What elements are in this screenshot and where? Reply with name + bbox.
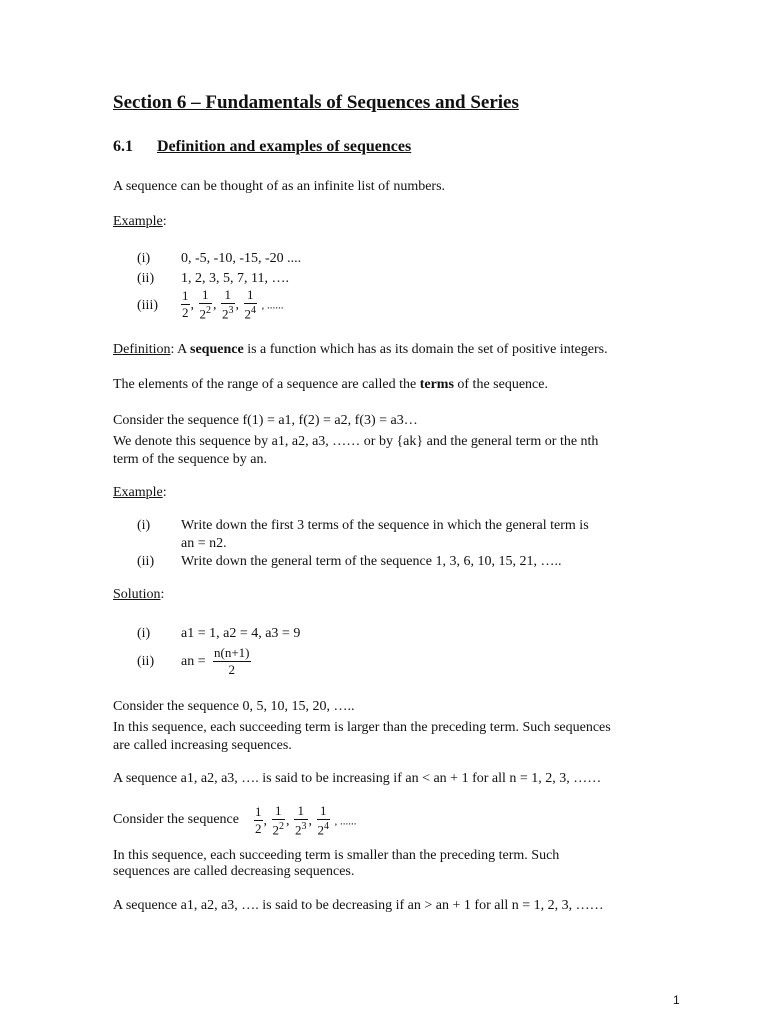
example2-heading: Example: bbox=[113, 485, 167, 500]
denote-line-2: term of the sequence by an. bbox=[113, 452, 267, 467]
definition-label: Definition bbox=[113, 342, 171, 357]
sol-num-2: (ii) bbox=[137, 654, 155, 669]
fraction: $\frac{1}{2^4}$ bbox=[317, 803, 329, 838]
increasing-definition: A sequence a1, a2, a3, …. is said to be increasing if an < an + 1 for all n = 1, 2, 3, …… bbox=[113, 771, 602, 786]
terms-sentence: The elements of the range of a sequence are called the terms of the sequence. bbox=[113, 377, 548, 392]
dec-fraction-list: $\frac{1}{2}$ , $\frac{1}{2^2}$ , $\frac{1}{2^3}$ , $\frac{1}{2^4}$ , ...... bbox=[255, 803, 357, 838]
fraction: $\frac{1}{2^3}$ bbox=[222, 287, 234, 322]
general-term-fraction bbox=[212, 646, 252, 678]
sol-text-2: an = bbox=[181, 654, 206, 669]
fraction: $\frac{1}{2^2}$ bbox=[272, 803, 284, 838]
increasing-consider: Consider the sequence 0, 5, 10, 15, 20, ….. bbox=[113, 699, 355, 714]
fraction: $\frac{1}{2^3}$ bbox=[295, 803, 307, 838]
ex2-text-1b: an = n2. bbox=[181, 536, 227, 551]
decreasing-consider: Consider the sequence bbox=[113, 812, 239, 827]
fraction: $\frac{1}{2}$ bbox=[182, 288, 189, 321]
solution-heading: Solution: bbox=[113, 587, 165, 602]
decreasing-definition: A sequence a1, a2, a3, …. is said to be decreasing if an > an + 1 for all n = 1, 2, 3, …… bbox=[113, 898, 604, 913]
fraction: $\frac{1}{2^2}$ bbox=[199, 287, 211, 322]
ex2-text-2: Write down the general term of the sequence 1, 3, 6, 10, 15, 21, ….. bbox=[181, 554, 562, 569]
fraction: $\frac{1}{2}$ bbox=[255, 804, 262, 837]
sol-text-1: a1 = 1, a2 = 4, a3 = 9 bbox=[181, 626, 301, 641]
dec-fraction-tail: , ...... bbox=[334, 815, 357, 828]
ex1-text-2: 1, 2, 3, 5, 7, 11, …. bbox=[181, 271, 289, 286]
intro-text: A sequence can be thought of as an infinite list of numbers. bbox=[113, 179, 446, 194]
example1-heading: Example: bbox=[113, 214, 167, 229]
page-title: Section 6 – Fundamentals of Sequences and Series bbox=[113, 92, 519, 113]
ex2-text-1: Write down the first 3 terms of the sequence in which the general term is bbox=[181, 518, 589, 533]
denote-line-1: We denote this sequence by a1, a2, a3, …… or by {ak} and the general term or the nth bbox=[113, 434, 599, 449]
section-number: 6.1 bbox=[113, 138, 133, 155]
ex1-fraction-tail: , ...... bbox=[261, 299, 284, 312]
ex1-num-2: (ii) bbox=[137, 271, 155, 286]
example2-label: Example bbox=[113, 485, 163, 500]
section-title: Definition and examples of sequences bbox=[157, 138, 412, 155]
fraction: $\frac{n(n+1)}{2}$ bbox=[214, 645, 250, 677]
ex2-num-2: (ii) bbox=[137, 554, 155, 569]
decreasing-para-2: sequences are called decreasing sequences. bbox=[113, 864, 355, 879]
definition: Definition: A sequence is a function which has as its domain the set of positive integers. bbox=[113, 342, 608, 357]
fraction: $\frac{1}{2^4}$ bbox=[244, 287, 256, 322]
ex1-num-3: (iii) bbox=[137, 298, 158, 313]
consider-function-sequence: Consider the sequence f(1) = a1, f(2) = a2, f(3) = a3… bbox=[113, 413, 418, 428]
decreasing-para-1: In this sequence, each succeeding term is smaller than the preceding term. Such bbox=[113, 848, 560, 863]
solution-label: Solution bbox=[113, 587, 161, 602]
increasing-para-1: In this sequence, each succeeding term is larger than the preceding term. Such sequences bbox=[113, 720, 611, 735]
page-number: 1 bbox=[673, 993, 680, 1007]
ex1-text-1: 0, -5, -10, -15, -20 .... bbox=[181, 251, 302, 266]
sol-num-1: (i) bbox=[137, 626, 151, 641]
example1-label: Example bbox=[113, 214, 163, 229]
ex1-fraction-list: $\frac{1}{2}$ , $\frac{1}{2^2}$ , $\frac{1}{2^3}$ , $\frac{1}{2^4}$ , ...... bbox=[182, 287, 284, 322]
increasing-para-2: are called increasing sequences. bbox=[113, 738, 292, 753]
ex2-num-1: (i) bbox=[137, 518, 151, 533]
ex1-num-1: (i) bbox=[137, 251, 151, 266]
